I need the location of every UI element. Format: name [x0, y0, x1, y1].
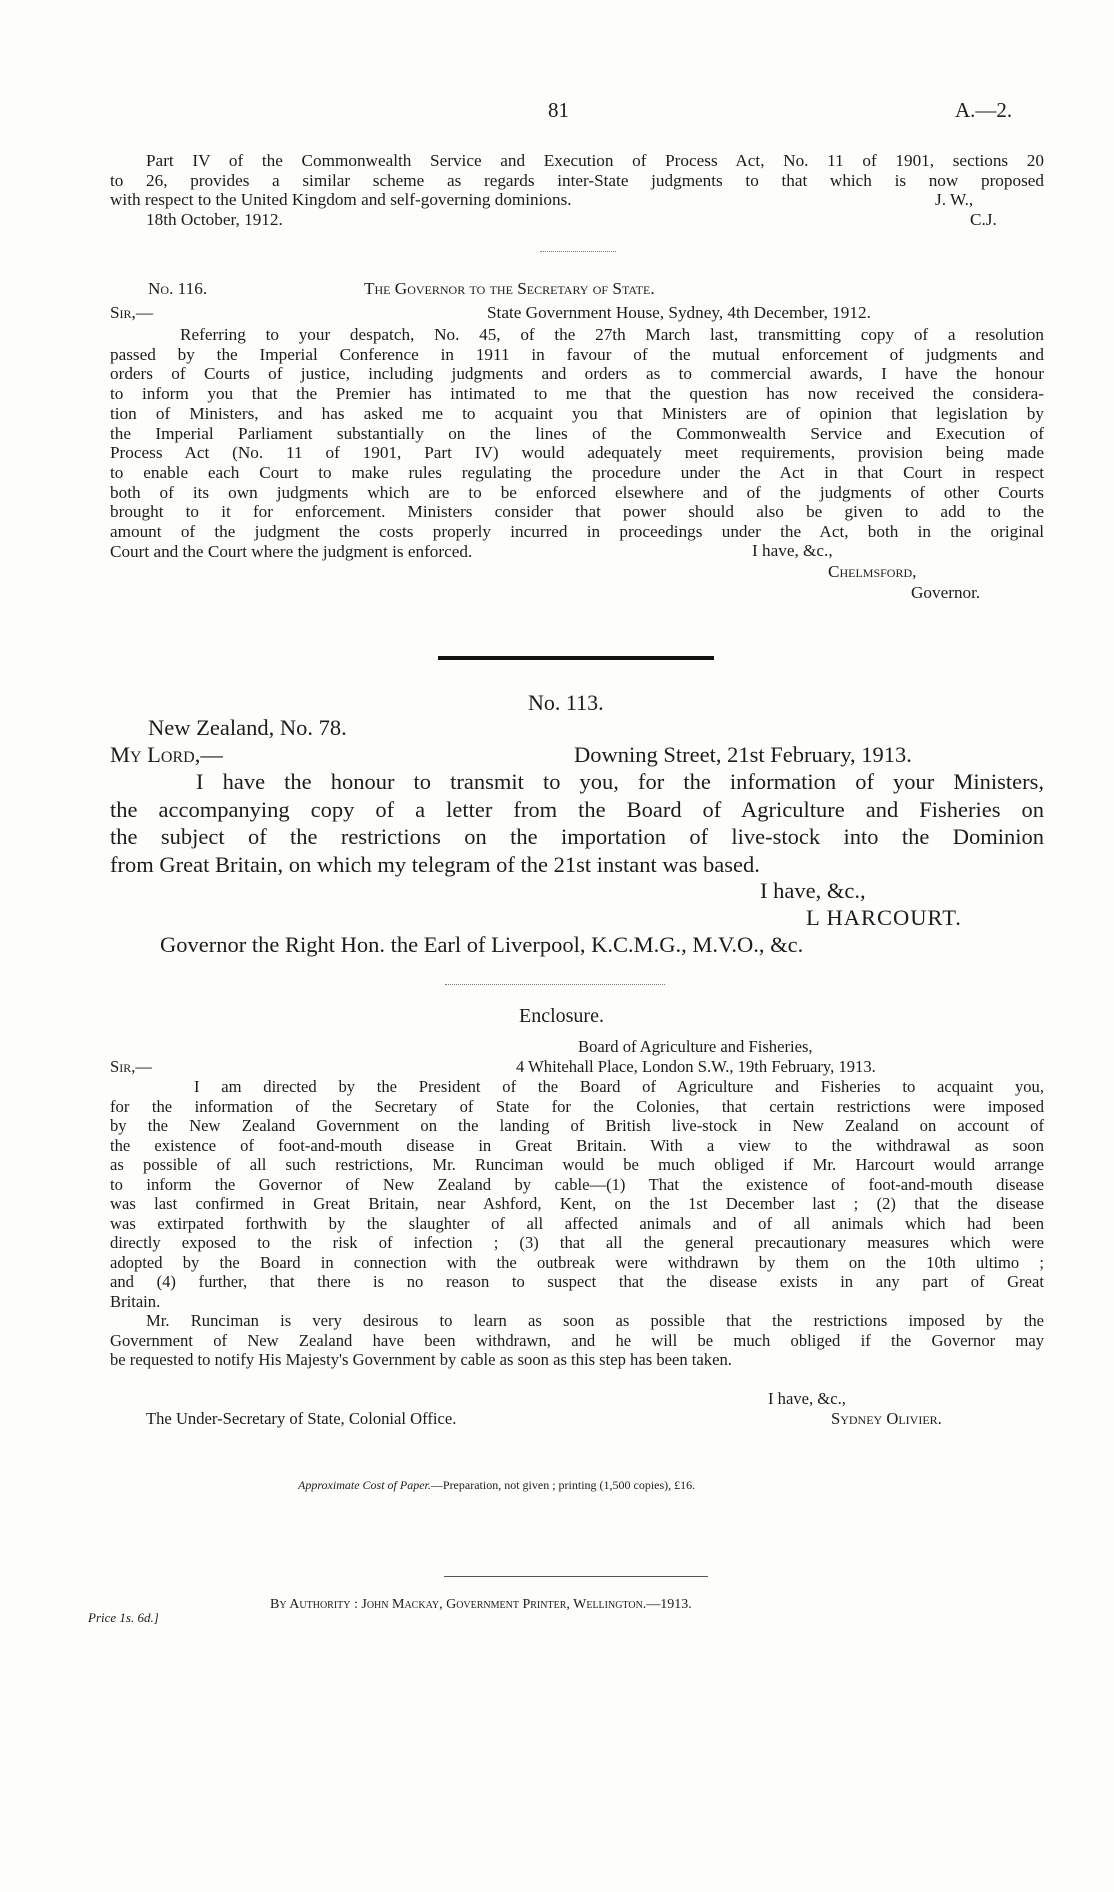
paper-code: A.—2.: [955, 98, 1013, 122]
organisation: Board of Agriculture and Fisheries,: [578, 1037, 813, 1056]
cost-note: [298, 1478, 695, 1493]
section1-paragraph: [110, 151, 1044, 210]
text-line: with respect to the United Kingdom and self-governing dominions.: [110, 190, 572, 210]
closing: I have, &c.,: [752, 541, 833, 560]
despatch-heading: The Governor to the Secretary of State.: [364, 279, 655, 298]
salutation: My Lord,—: [110, 742, 223, 767]
enclosure-heading: Enclosure.: [519, 1005, 604, 1027]
text-line: for the information of the Secretary of State for the Colonies, that certain restrictions were imposed: [110, 1096, 1044, 1116]
text-line: the accompanying copy of a letter from the Board of Agriculture and Fisheries on: [110, 796, 1044, 822]
closing: I have, &c.,: [768, 1389, 846, 1408]
text-line: and (4) further, that there is no reason to suspect that the disease exists in any part of Great: [110, 1272, 1044, 1291]
text-line: to enable each Court to make rules regulating the procedure under the Act in that Court in respect: [110, 462, 1044, 482]
section-divider: [438, 656, 714, 660]
text-line: Part IV of the Commonwealth Service and Execution of Process Act, No. 11 of 1901, sections 20: [146, 151, 1044, 170]
text-line: amount of the judgment the costs properly incurred in proceedings under the Act, both in the original: [110, 522, 1044, 542]
text-line: Referring to your despatch, No. 45, of the 27th March last, transmitting copy of a resolution: [180, 325, 1044, 344]
text-line: Britain.: [110, 1291, 161, 1311]
closing: I have, &c.,: [760, 878, 866, 903]
despatch-number: No. 116.: [148, 279, 208, 298]
text-line: directly exposed to the risk of infection ; (3) that all the general precautionary measures which were: [110, 1233, 1044, 1252]
text-line: tion of Ministers, and has asked me to acquaint you that Ministers are of opinion that legislation by: [110, 403, 1044, 423]
text-line: the Imperial Parliament substantially on the lines of the Commonwealth Service and Execution of: [110, 423, 1044, 443]
price: Price 1s. 6d.]: [88, 1610, 159, 1625]
text-line: was extirpated forthwith by the slaughter of all affected animals and of all animals which had been: [110, 1213, 1044, 1233]
text-line: Government of New Zealand have been withdrawn, and he will be much obliged if the Governor may: [110, 1330, 1044, 1350]
text-line: passed by the Imperial Conference in 1911 in favour of the mutual enforcement of judgments and: [110, 344, 1044, 364]
text-line: orders of Courts of justice, including judgments and orders as to commercial awards, I have the honour: [110, 364, 1044, 384]
signatory-title: Governor.: [911, 583, 981, 602]
sender-address: 4 Whitehall Place, London S.W., 19th February, 1913.: [516, 1057, 876, 1076]
memo-date: 18th October, 1912.: [146, 210, 283, 229]
text-line: as possible of all such restrictions, Mr. Runciman would be much obliged if Mr. Harcourt would arrange: [110, 1155, 1044, 1174]
text-line: to inform you that the Premier has intimated to me that the question has now received the considera-: [110, 384, 1044, 404]
sender-address: Downing Street, 21st February, 1913.: [574, 742, 912, 767]
signature: Sydney Olivier.: [831, 1409, 942, 1428]
initials: J. W.,: [935, 190, 974, 209]
text-line: the subject of the restrictions on the importation of live-stock into the Dominion: [110, 824, 1044, 849]
text-line: Court and the Court where the judgment is enforced.: [110, 541, 473, 561]
cost-text: —Preparation, not given ; printing (1,500 copies), £16.: [430, 1478, 696, 1492]
authority-line: By Authority : John Mackay, Government Printer, Wellington.—1913.: [270, 1597, 692, 1612]
text-line: both of its own judgments which are to be enforced elsewhere and of the judgments of other Courts: [110, 482, 1044, 502]
text-line: adopted by the Board in connection with the outbreak were withdrawn by them on the 10th ultimo ;: [110, 1252, 1044, 1272]
text-line: to 26, provides a similar scheme as regards inter-State judgments to that which is now proposed: [110, 170, 1044, 190]
cj-signature: C.J.: [970, 210, 997, 229]
salutation: Sir,—: [110, 303, 154, 322]
salutation: Sir,—: [110, 1057, 152, 1076]
divider: [540, 251, 616, 252]
section2-body: [110, 325, 1044, 561]
cost-label: Approximate Cost of Paper.: [298, 1478, 431, 1492]
text-line: the existence of foot-and-mouth disease in Great Britain. With a view to the withdrawal as soon: [110, 1135, 1044, 1155]
footer-divider: [444, 1576, 708, 1577]
text-line: to inform the Governor of New Zealand by cable—(1) That the existence of foot-and-mouth disease: [110, 1174, 1044, 1194]
text-line: Process Act (No. 11 of 1901, Part IV) would adequately meet requirements, provision being made: [110, 443, 1044, 463]
text-line: was last confirmed in Great Britain, near Ashford, Kent, on the 1st December last ; (2) that the disease: [110, 1194, 1044, 1213]
sender-address: State Government House, Sydney, 4th December, 1912.: [487, 303, 871, 322]
divider: [445, 984, 665, 985]
text-line: I have the honour to transmit to you, for the information of your Ministers,: [196, 769, 1044, 794]
text-line: brought to it for enforcement. Ministers consider that power should also be given to add to the: [110, 502, 1044, 522]
text-line: I am directed by the President of the Board of Agriculture and Fisheries to acquaint you,: [194, 1077, 1044, 1096]
addressee: The Under-Secretary of State, Colonial Office.: [146, 1409, 457, 1428]
signature: L HARCOURT.: [806, 905, 962, 930]
text-line: be requested to notify His Majesty's Government by cable as soon as this step has been taken.: [110, 1350, 732, 1369]
text-line: from Great Britain, on which my telegram of the 21st instant was based.: [110, 851, 760, 877]
section3-body: [110, 768, 1044, 878]
addressee: Governor the Right Hon. the Earl of Liverpool, K.C.M.G., M.V.O., &c.: [160, 932, 804, 957]
text-line: Mr. Runciman is very desirous to learn as soon as possible that the restrictions imposed by the: [146, 1311, 1044, 1330]
signature: Chelmsford,: [828, 562, 917, 581]
despatch-number: No. 113.: [528, 690, 604, 715]
reference: New Zealand, No. 78.: [148, 715, 347, 740]
page-number: 81: [548, 98, 569, 122]
section4-body: [110, 1077, 1044, 1370]
text-line: by the New Zealand Government on the landing of British live-stock in New Zealand on account of: [110, 1116, 1044, 1135]
